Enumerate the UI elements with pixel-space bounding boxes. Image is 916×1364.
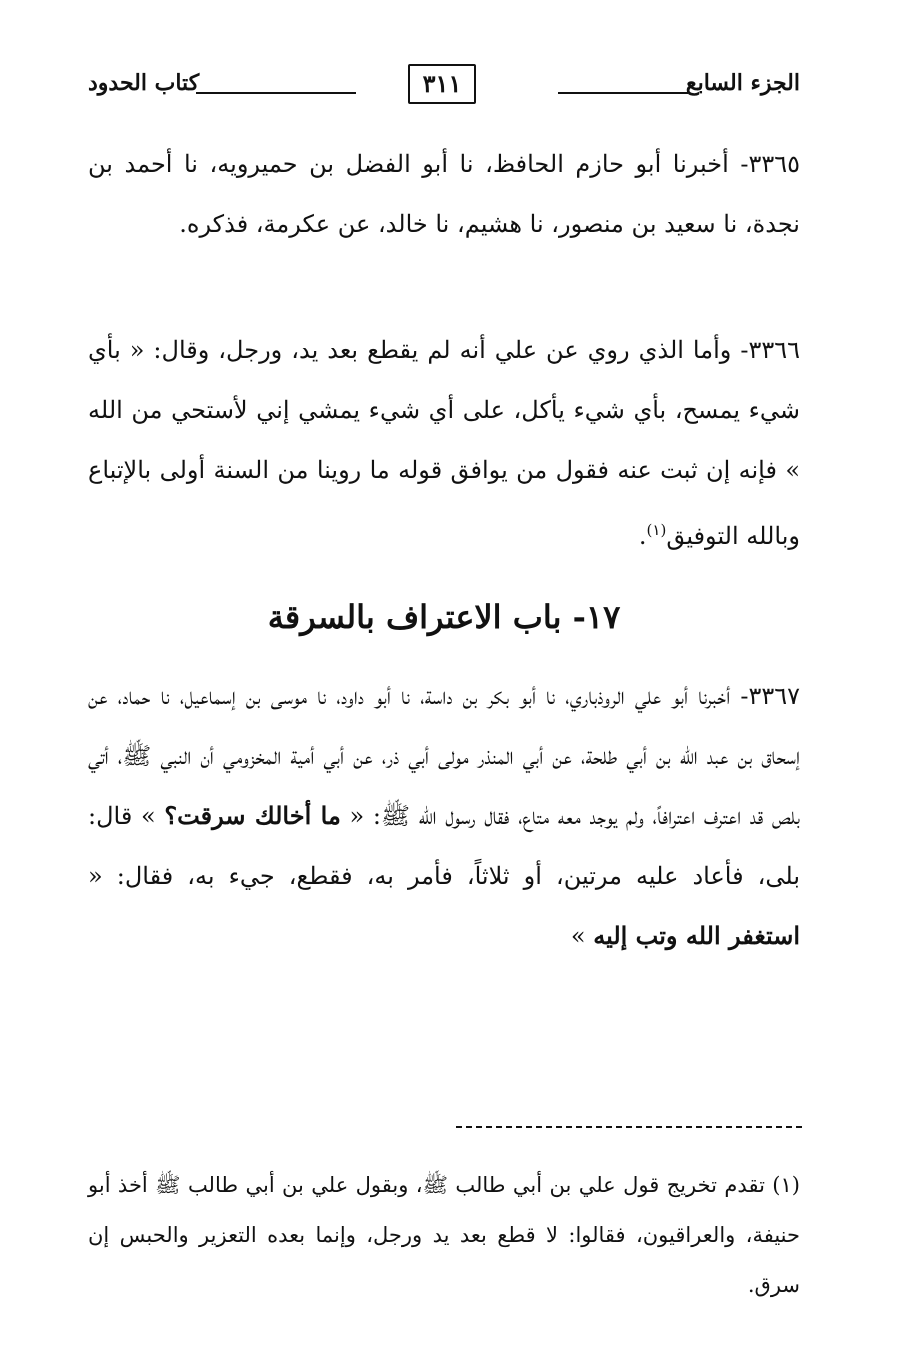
prophet-quote-1: ما أخالك سرقت؟: [164, 801, 341, 830]
hadith-3367-part2: » قال: بلى، فأعاد عليه مرتين، أو ثلاثاً، فأمر به، فقطع، جيء به، فقال: «: [88, 802, 800, 890]
page-number: ٣١١: [408, 64, 476, 104]
footnote-marker: (١): [646, 521, 667, 539]
running-header: [88, 70, 800, 110]
book-title: كتاب الحدود: [88, 70, 200, 96]
header-rule-left: [196, 92, 356, 94]
prophet-quote-2: استغفر الله وتب إليه: [593, 921, 800, 950]
hadith-3367: [88, 666, 800, 966]
hadith-3366-end: .: [638, 522, 647, 550]
hadith-3366-text: ٣٣٦٦- وأما الذي روي عن علي أنه لم يقطع بعد يد، ورجل، وقال: « بأي شيء يمسح، بأي شيء يأكل، على أي شيء يمشي إني لأستحي من الله » فإنه إن ثبت عنه فقول من يوافق قوله ما روينا من السنة أولى بالإتباع وبالله التوفيق: [88, 336, 800, 550]
footnote-1: (١) تقدم تخريج قول علي بن أبي طالب ﷺ، وبقول علي بن أبي طالب ﷺ أخذ أبو حنيفة، والعراقيون، فقالوا: لا قطع بعد يد ورجل، وإنما بعده التعزير والحبس إن سرق.: [88, 1173, 800, 1297]
volume-title: الجزء السابع: [685, 70, 800, 96]
chapter-heading: ١٧- باب الاعتراف بالسرقة: [267, 598, 621, 636]
hadith-3365: ٣٣٦٥- أخبرنا أبو حازم الحافظ، نا أبو الفضل بن حميرويه، نا أحمد بن نجدة، نا سعيد بن منصور، نا هشيم، نا خالد، عن عكرمة، فذكره.: [88, 150, 800, 238]
header-rule-right: [558, 92, 688, 94]
hadith-3366: [88, 320, 800, 566]
hadith-3367-part1: ٣٣٦٧- أخبرنا أبو علي الروذباري، نا أبو بكر بن داسة، نا أبو داود، نا موسى بن إسماعيل، نا حماد، عن إسحاق بن عبد الله بن أبي طلحة، عن أبي المنذر مولى أبي ذر، عن أبي أمية المخزومي أن النبي ﷺ، أتي بلص قد اعترف اعترافاً، ولم يوجد معه متاع، فقال رسول الله ﷺ: «: [88, 682, 800, 830]
footnote-separator: [456, 1126, 802, 1128]
hadith-3367-part3: »: [570, 922, 594, 950]
